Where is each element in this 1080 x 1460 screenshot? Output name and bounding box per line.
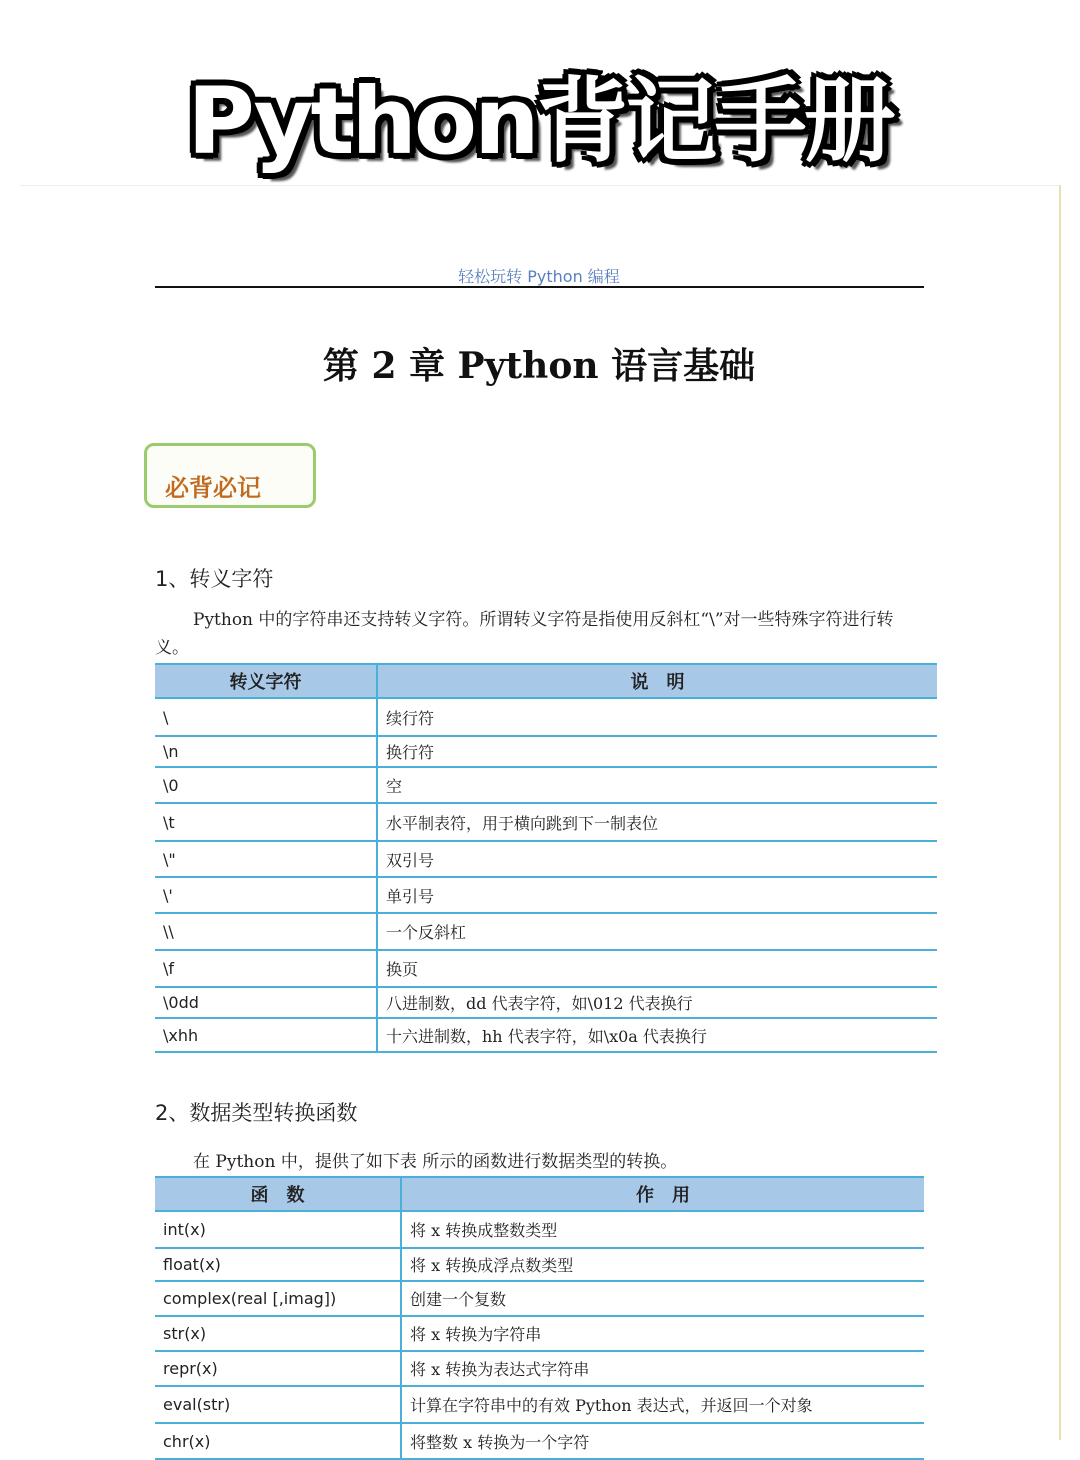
- description-cell: 单引号: [377, 877, 937, 913]
- description-cell: 一个反斜杠: [377, 913, 937, 950]
- table-row: [155, 1351, 924, 1386]
- code-cell: \0: [155, 767, 377, 803]
- banner: [0, 0, 1080, 185]
- table-row: [155, 1386, 924, 1423]
- code-cell: \n: [155, 736, 377, 767]
- code-cell: int(x): [155, 1211, 401, 1248]
- table-row: [155, 841, 937, 877]
- conversion-table: [155, 1176, 924, 1460]
- table-row: [155, 698, 937, 736]
- description-cell: 将 x 转换为表达式字符串: [401, 1351, 924, 1386]
- section1-intro: Python 中的字符串还支持转义字符。所谓转义字符是指使用反斜杠“\”对一些特殊字符进行转义。: [155, 610, 894, 658]
- col-header: 转义字符: [155, 664, 377, 698]
- code-cell: \0dd: [155, 987, 377, 1018]
- code-cell: \: [155, 698, 377, 736]
- code-cell: \\: [155, 913, 377, 950]
- table-row: [155, 1018, 937, 1052]
- code-cell: str(x): [155, 1316, 401, 1351]
- table-row: [155, 1316, 924, 1351]
- table-row: [155, 803, 937, 841]
- col-header: 说 明: [377, 664, 937, 698]
- table-row: [155, 1281, 924, 1316]
- code-cell: \f: [155, 950, 377, 987]
- description-cell: 换行符: [377, 736, 937, 767]
- table-row: [155, 987, 937, 1018]
- table-row: [155, 913, 937, 950]
- description-cell: 双引号: [377, 841, 937, 877]
- table-row: [155, 1423, 924, 1459]
- description-cell: 续行符: [377, 698, 937, 736]
- table-row: [155, 950, 937, 987]
- table-row: [155, 877, 937, 913]
- page-edge: [1059, 185, 1061, 1440]
- description-cell: 将 x 转换为字符串: [401, 1316, 924, 1351]
- description-cell: 换页: [377, 950, 937, 987]
- code-cell: repr(x): [155, 1351, 401, 1386]
- code-cell: eval(str): [155, 1386, 401, 1423]
- code-cell: \': [155, 877, 377, 913]
- table-row: [155, 736, 937, 767]
- section-badge: 必背必记: [144, 443, 316, 508]
- description-cell: 将 x 转换成整数类型: [401, 1211, 924, 1248]
- section2-heading: 2、数据类型转换函数: [155, 1101, 358, 1125]
- table-row: [155, 1248, 924, 1281]
- section1-heading: 1、转义字符: [155, 567, 274, 591]
- escape-table: [155, 663, 937, 1053]
- section2-intro: 在 Python 中，提供了如下表 所示的函数进行数据类型的转换。: [193, 1152, 678, 1172]
- code-cell: float(x): [155, 1248, 401, 1281]
- description-cell: 十六进制数，hh 代表字符，如\x0a 代表换行: [377, 1018, 937, 1052]
- banner-title: Python背记手册: [187, 68, 893, 175]
- description-cell: 空: [377, 767, 937, 803]
- description-cell: 将整数 x 转换为一个字符: [401, 1423, 924, 1459]
- code-cell: complex(real [,imag]): [155, 1281, 401, 1316]
- description-cell: 水平制表符，用于横向跳到下一制表位: [377, 803, 937, 841]
- code-cell: \xhh: [155, 1018, 377, 1052]
- col-header: 函 数: [155, 1177, 401, 1211]
- running-header: 轻松玩转 Python 编程: [458, 267, 620, 286]
- code-cell: chr(x): [155, 1423, 401, 1459]
- col-header: 作 用: [401, 1177, 924, 1211]
- description-cell: 计算在字符串中的有效 Python 表达式，并返回一个对象: [401, 1386, 924, 1423]
- header-rule: [155, 286, 924, 288]
- chapter-title: 第 2 章 Python 语言基础: [322, 345, 756, 387]
- table-row: [155, 767, 937, 803]
- code-cell: \t: [155, 803, 377, 841]
- description-cell: 八进制数，dd 代表字符，如\012 代表换行: [377, 987, 937, 1018]
- description-cell: 创建一个复数: [401, 1281, 924, 1316]
- code-cell: \": [155, 841, 377, 877]
- table-row: [155, 1211, 924, 1248]
- description-cell: 将 x 转换成浮点数类型: [401, 1248, 924, 1281]
